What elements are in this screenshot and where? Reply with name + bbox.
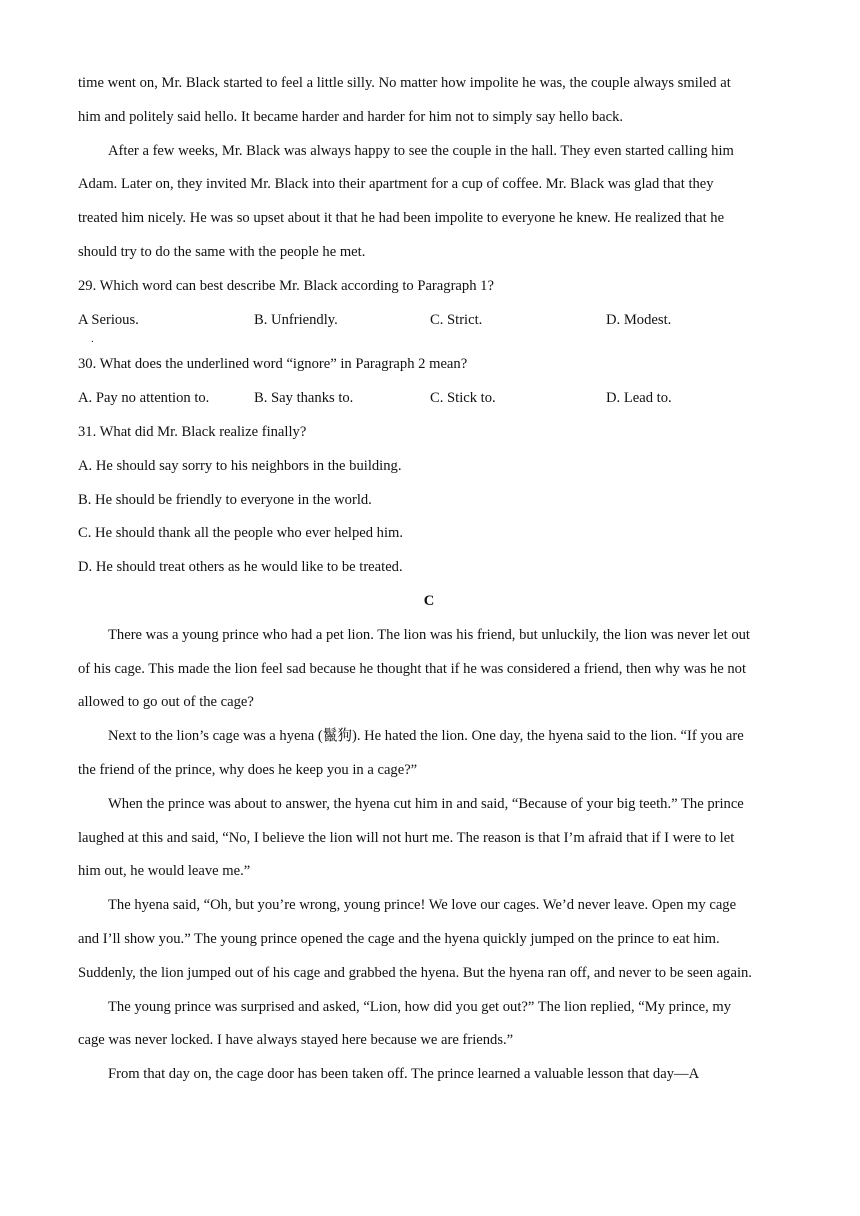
- question-31-stem: 31. What did Mr. Black realize finally?: [78, 423, 307, 440]
- option-d: D. He should treat others as he would like to be treated.: [78, 559, 403, 576]
- text-line: cage was never locked. I have always stayed here because we are friends.”: [78, 1032, 514, 1049]
- option-b: B. Unfriendly.: [254, 311, 338, 328]
- text-line: laughed at this and said, “No, I believe the lion will not hurt me. The reason is that I’m afraid that if I were to let: [78, 829, 735, 846]
- text-line: From that day on, the cage door has been taken off. The prince learned a valuable lesson that day—A: [108, 1066, 700, 1083]
- option-b: B. Say thanks to.: [254, 390, 354, 407]
- question-30-options: [78, 382, 780, 416]
- option-a: A. He should say sorry to his neighbors in the building.: [78, 457, 402, 474]
- option-a: A Serious.: [78, 311, 139, 328]
- option-c: C. Strict.: [430, 311, 483, 328]
- text-line: Suddenly, the lion jumped out of his cage and grabbed the hyena. But the hyena ran off, and never to be seen again.: [78, 964, 752, 981]
- text-line: should try to do the same with the people he met.: [78, 243, 366, 260]
- question-29-options: [78, 304, 780, 345]
- text-line: allowed to go out of the cage?: [78, 694, 254, 711]
- text-line: and I’ll show you.” The young prince opened the cage and the hyena quickly jumped on the prince to eat him.: [78, 930, 720, 947]
- text-line: the friend of the prince, why does he keep you in a cage?”: [78, 761, 418, 778]
- text-line: him out, he would leave me.”: [78, 863, 251, 880]
- option-a: A. Pay no attention to.: [78, 390, 210, 407]
- text-line: When the prince was about to answer, the hyena cut him in and said, “Because of your big teeth.” The prince: [108, 795, 744, 812]
- option-c: C. He should thank all the people who ever helped him.: [78, 525, 404, 542]
- text-line: treated him nicely. He was so upset about it that he had been impolite to everyone he knew. He realized that he: [78, 210, 725, 227]
- text-line: time went on, Mr. Black started to feel a little silly. No matter how impolite he was, the couple always smiled at: [78, 75, 731, 91]
- text-line: There was a young prince who had a pet lion. The lion was his friend, but unluckily, the lion was never let out: [108, 626, 750, 643]
- text-line: him and politely said hello. It became harder and harder for him not to simply say hello back.: [78, 108, 624, 125]
- text-line: of his cage. This made the lion feel sad because he thought that if he was considered a friend, then why was he not: [78, 660, 746, 677]
- text-line: The young prince was surprised and asked, “Lion, how did you get out?” The lion replied, “My prince, my: [108, 998, 732, 1015]
- document-page: [78, 67, 780, 1092]
- text-line: The hyena said, “Oh, but you’re wrong, young prince! We love our cages. We’d never leave. Open my cage: [108, 897, 737, 914]
- section-heading: C: [423, 592, 435, 609]
- text-line: Adam. Later on, they invited Mr. Black into their apartment for a cup of coffee. Mr. Black was glad that they: [78, 176, 714, 193]
- option-c: C. Stick to.: [430, 390, 496, 407]
- stray-mark: .: [91, 332, 94, 345]
- question-29-stem: 29. Which word can best describe Mr. Black according to Paragraph 1?: [78, 277, 494, 294]
- option-b: B. He should be friendly to everyone in the world.: [78, 491, 372, 508]
- text-line: After a few weeks, Mr. Black was always happy to see the couple in the hall. They even started calling him: [108, 142, 734, 159]
- question-30-stem: 30. What does the underlined word “ignore” in Paragraph 2 mean?: [78, 356, 468, 373]
- option-d: D. Lead to.: [606, 390, 672, 407]
- option-d: D. Modest.: [606, 311, 672, 328]
- text-line: Next to the lion’s cage was a hyena (鬣狗). He hated the lion. One day, the hyena said to the lion. “If you are: [108, 728, 744, 745]
